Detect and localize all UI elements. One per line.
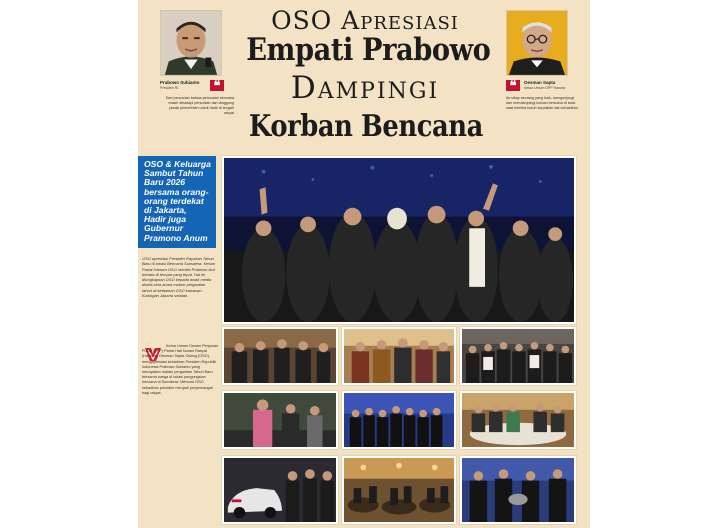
main-photo xyxy=(222,156,576,324)
prabowo-name: Prabowo Subianto xyxy=(160,80,200,85)
sidebar-headline-line: Sambut Tahun xyxy=(144,168,204,179)
sidebar-headline-line: orang terdekat xyxy=(144,195,204,206)
prabowo-quote: Dari pencarian bahwa persoalan bencana masih dihadapi persoalan dan tanggung jawab pemerintah untuk hadir di tengah rakyat xyxy=(165,96,234,115)
quote-mark-left: ❝ xyxy=(210,80,224,91)
photo-row3-left xyxy=(222,456,338,524)
headline-line-1: OSO Apresiasi xyxy=(271,6,459,35)
prabowo-portrait xyxy=(160,10,222,76)
sidebar-headline-line: Gubernur xyxy=(144,223,184,234)
oesman-portrait xyxy=(506,10,568,76)
sidebar-headline-line: di Jakarta, xyxy=(144,205,187,216)
photo-row2-right xyxy=(460,391,576,449)
oesman-role: Ketua Umum DPP Hanura xyxy=(524,86,565,90)
sidebar-headline-line: Baru 2026 xyxy=(144,177,186,188)
photo-row2-mid xyxy=(342,391,456,449)
headline-line-2: Empati Prabowo xyxy=(246,32,491,68)
sidebar-headline-line: Hadir juga xyxy=(144,214,187,225)
oesman-quote: Itu sikap seorang yang baik, mengunjungi dan mendampingi korban bencana di saat-saat mereka butuh kepastian dan kehadiran xyxy=(506,96,578,110)
sidebar-headline-line: Pramono Anum xyxy=(144,232,208,243)
sidebar-headline-box xyxy=(138,156,216,248)
headline-line-4: Korban Bencana xyxy=(248,109,483,144)
headline-line-3: Dampingi xyxy=(290,70,440,106)
prabowo-role: Presiden RI xyxy=(160,86,179,90)
sidebar-headline-line: OSO & Keluarga xyxy=(144,159,211,169)
photo-row3-mid xyxy=(342,456,456,524)
photo-row2-left xyxy=(222,391,338,449)
photo-row1-left xyxy=(222,327,338,385)
photo-row3-right xyxy=(460,456,576,524)
oesman-name: Oesman Sapta xyxy=(524,80,556,85)
sidebar-headline-line: bersama orang- xyxy=(144,186,209,197)
quote-mark-right: ❝ xyxy=(506,80,520,91)
sidebar-lead: OSO apresiasi Presiden Rayakan Tahun Baru di lokasi Bencana Sumatera. Ketum Partai Hanura OSO menilai Prabowo ikut berada di tempat yang tepat. Hal ini diungkapkan OSO kepada awak media disela-sela acara malam pergantian tahun di kediaman OSO kawasan Kuningan Jakarta selatan. xyxy=(142,256,216,299)
newspaper-page xyxy=(138,0,590,528)
photo-row1-right xyxy=(460,327,576,385)
article-body: Ketua Umum Dewan Pimpinan Pusat (DPP) Partai Hati Nurani Rakyat (Hanura), Oesman Sapta Odang (OSO), mengapresiasi kehadiran Presiden Republik Indonesia Prabowo Subianto yang merayakan malam pergantian Tahun Baru bersama warga di lokasi pengungsian bencana di Sumatera. Menurut OSO kehadiran presiden menjadi penyemangat bagi rakyat. xyxy=(142,344,218,395)
photo-row1-mid xyxy=(342,327,456,385)
